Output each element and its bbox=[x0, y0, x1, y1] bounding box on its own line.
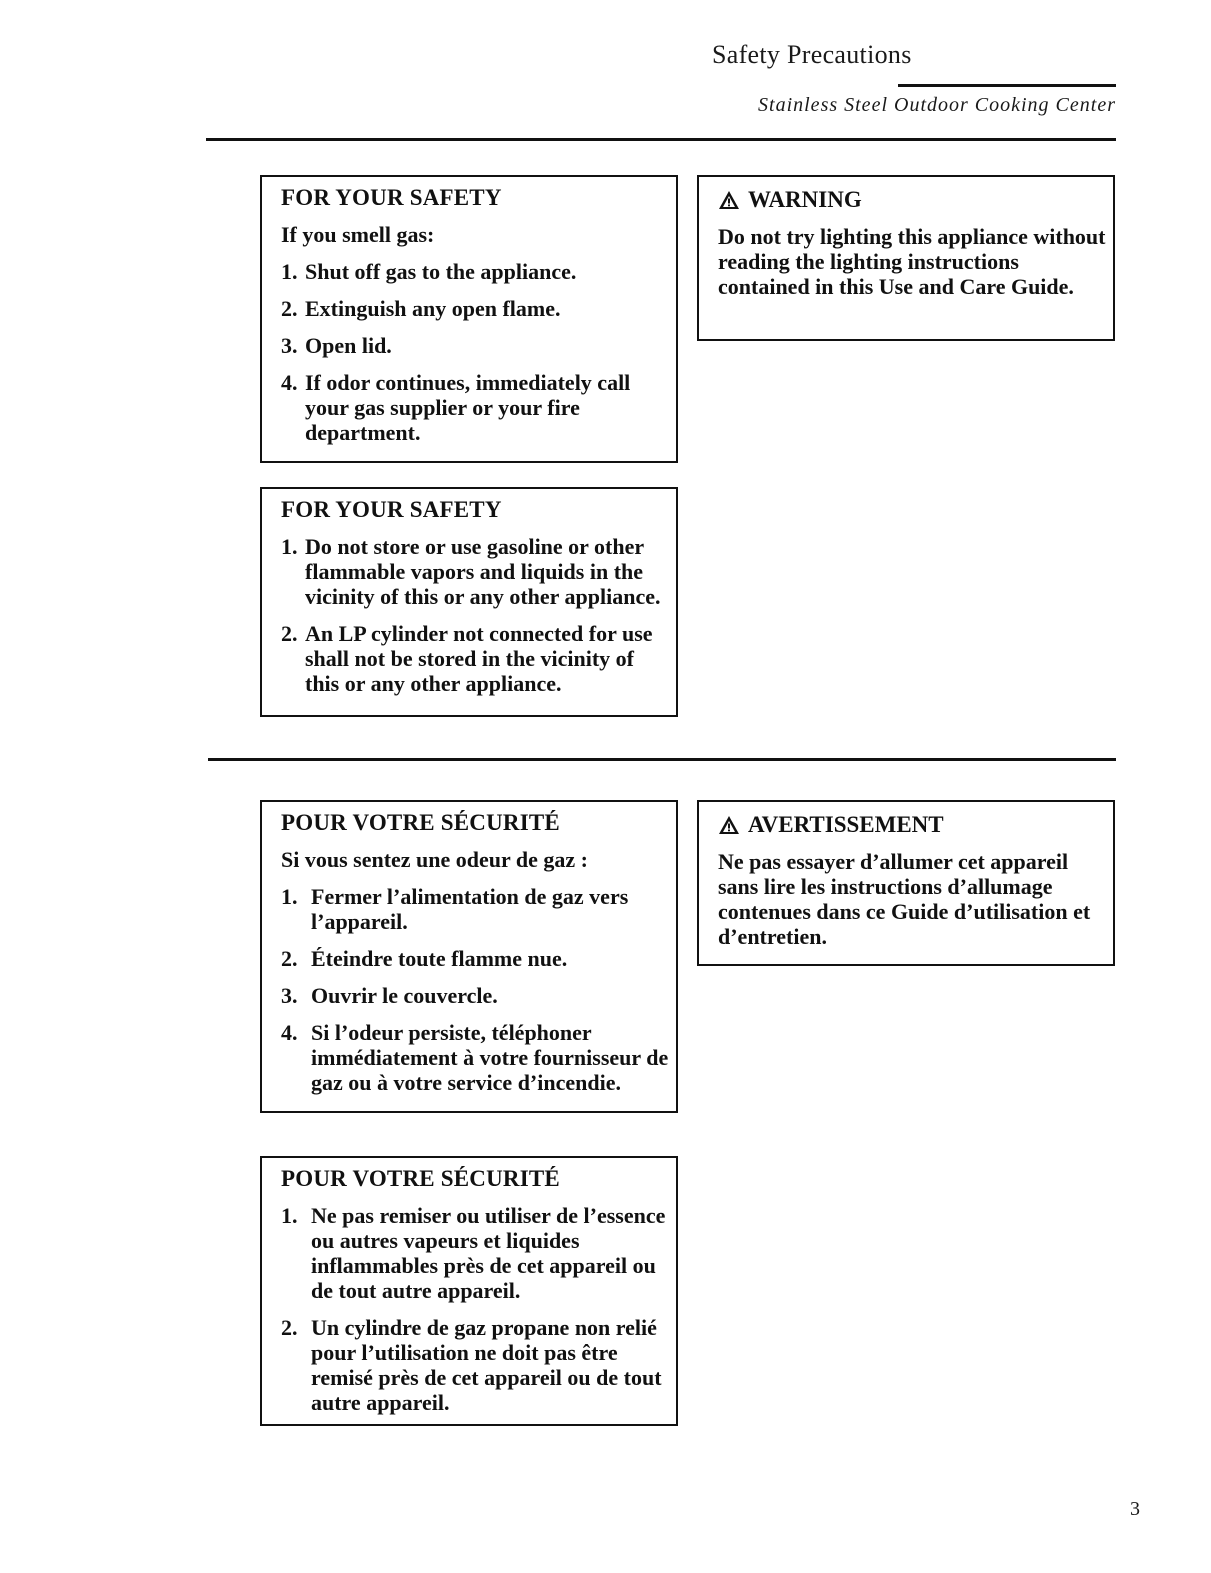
item-text: Do not store or use gasoline or other flammable vapors and liquids in the vicinity of this or any other appliance. bbox=[305, 534, 661, 609]
section-divider-middle bbox=[208, 758, 1116, 761]
item-number: 2. bbox=[281, 621, 298, 646]
safety-box-en-gas-smell bbox=[260, 175, 678, 463]
item-number: 3. bbox=[281, 333, 298, 358]
item-number: 4. bbox=[281, 370, 298, 395]
safety-box-en-storage bbox=[260, 487, 678, 717]
list-item bbox=[281, 621, 670, 696]
safety-box-fr-storage bbox=[260, 1156, 678, 1426]
warning-title: WARNING bbox=[748, 187, 862, 212]
box-title: FOR YOUR SAFETY bbox=[281, 497, 502, 522]
item-number: 2. bbox=[281, 296, 298, 321]
safety-box-fr-gas-smell bbox=[260, 800, 678, 1113]
warning-triangle-icon bbox=[718, 815, 740, 835]
list-item bbox=[281, 983, 670, 1008]
instruction-list bbox=[281, 534, 670, 696]
warning-box-fr bbox=[697, 800, 1115, 966]
warning-box-en bbox=[697, 175, 1115, 341]
item-number: 2. bbox=[281, 946, 298, 971]
item-number: 1. bbox=[281, 884, 298, 909]
section-divider-top bbox=[206, 138, 1116, 141]
item-text: Un cylindre de gaz propane non relié pour l’utilisation ne doit pas être remisé près de cet appareil ou de tout autre appareil. bbox=[311, 1315, 662, 1415]
page-title: Safety Precautions bbox=[712, 40, 912, 69]
list-item bbox=[281, 534, 670, 609]
instruction-list bbox=[281, 884, 670, 1095]
item-text: Shut off gas to the appliance. bbox=[305, 259, 577, 284]
list-item bbox=[281, 1020, 670, 1095]
box-intro: If you smell gas: bbox=[281, 222, 435, 247]
warning-title-row bbox=[718, 187, 1107, 212]
instruction-list bbox=[281, 1203, 670, 1415]
header-rule bbox=[898, 84, 1116, 87]
list-item bbox=[281, 884, 670, 934]
item-text: Éteindre toute flamme nue. bbox=[311, 946, 568, 971]
item-number: 3. bbox=[281, 983, 298, 1008]
list-item bbox=[281, 1203, 670, 1303]
item-text: Extinguish any open flame. bbox=[305, 296, 561, 321]
list-item bbox=[281, 370, 670, 445]
item-text: Si l’odeur persiste, téléphoner immédiatement à votre fournisseur de gaz ou à votre service d’incendie. bbox=[311, 1020, 669, 1095]
list-item bbox=[281, 333, 670, 358]
item-text: Fermer l’alimentation de gaz vers l’appareil. bbox=[311, 884, 629, 934]
item-text: An LP cylinder not connected for use shall not be stored in the vicinity of this or any other appliance. bbox=[305, 621, 653, 696]
item-text: If odor continues, immediately call your gas supplier or your fire department. bbox=[305, 370, 631, 445]
box-intro: Si vous sentez une odeur de gaz : bbox=[281, 847, 588, 872]
item-number: 2. bbox=[281, 1315, 298, 1340]
instruction-list bbox=[281, 259, 670, 445]
warning-text: Ne pas essayer d’allumer cet appareil sans lire les instructions d’allumage contenues dans ce Guide d’utilisation et d’entretien. bbox=[718, 849, 1091, 949]
box-title: FOR YOUR SAFETY bbox=[281, 185, 502, 210]
item-number: 4. bbox=[281, 1020, 298, 1045]
warning-title-row bbox=[718, 812, 1107, 837]
item-text: Ne pas remiser ou utiliser de l’essence ou autres vapeurs et liquides inflammables près de cet appareil ou de tout autre appareil. bbox=[311, 1203, 666, 1303]
box-title: POUR VOTRE SÉCURITÉ bbox=[281, 810, 560, 835]
item-text: Ouvrir le couvercle. bbox=[311, 983, 498, 1008]
item-text: Open lid. bbox=[305, 333, 392, 358]
warning-text: Do not try lighting this appliance without reading the lighting instructions contained in this Use and Care Guide. bbox=[718, 224, 1106, 299]
item-number: 1. bbox=[281, 259, 298, 284]
list-item bbox=[281, 296, 670, 321]
list-item bbox=[281, 259, 670, 284]
item-number: 1. bbox=[281, 534, 298, 559]
warning-title: AVERTISSEMENT bbox=[748, 812, 944, 837]
list-item bbox=[281, 946, 670, 971]
list-item bbox=[281, 1315, 670, 1415]
page-number: 3 bbox=[1130, 1498, 1140, 1520]
page-subtitle: Stainless Steel Outdoor Cooking Center bbox=[758, 94, 1116, 116]
warning-triangle-icon bbox=[718, 190, 740, 210]
box-title: POUR VOTRE SÉCURITÉ bbox=[281, 1166, 560, 1191]
item-number: 1. bbox=[281, 1203, 298, 1228]
